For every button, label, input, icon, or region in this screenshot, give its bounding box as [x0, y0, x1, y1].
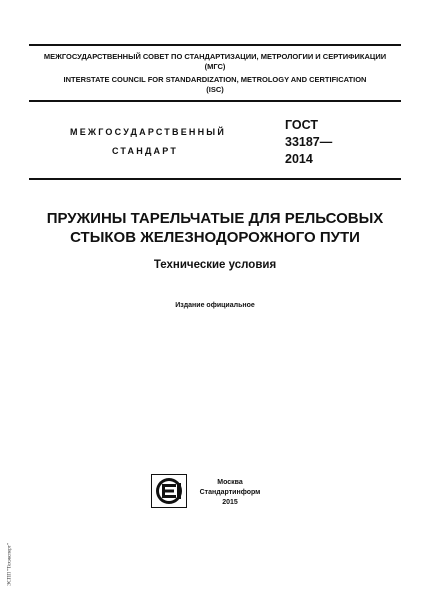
document-subtitle: Технические условия [153, 259, 277, 271]
council-en-line2: (ISC) [206, 85, 224, 94]
gost-line2: 33187— [285, 135, 333, 149]
standard-label-line2: СТАНДАРТ [111, 146, 179, 156]
standartinform-logo-icon [151, 474, 187, 508]
side-stamp: ЭСПП "Техэксперт" [7, 543, 13, 586]
title-line2: СТЫКОВ ЖЕЛЕЗНОДОРОЖНОГО ПУТИ [70, 229, 360, 246]
gost-line1: ГОСТ [285, 118, 318, 132]
edition-label: Издание официальное [175, 302, 255, 309]
gost-number-block [285, 117, 365, 168]
council-ru-line1: МЕЖГОСУДАРСТВЕННЫЙ СОВЕТ ПО СТАНДАРТИЗАЦИИ, МЕТРОЛОГИИ И СЕРТИФИКАЦИИ [43, 52, 387, 61]
publisher-city: Москва [217, 479, 243, 486]
gost-rule [29, 178, 401, 180]
gost-line3: 2014 [285, 152, 313, 166]
council-ru-line2: (МГС) [204, 62, 226, 71]
council-en-line1: INTERSTATE COUNCIL FOR STANDARDIZATION, METROLOGY AND CERTIFICATION [63, 75, 367, 84]
publisher-year: 2015 [222, 499, 238, 506]
top-rule [29, 44, 401, 46]
title-line1: ПРУЖИНЫ ТАРЕЛЬЧАТЫЕ ДЛЯ РЕЛЬСОВЫХ [46, 210, 384, 227]
header-rule [29, 100, 401, 102]
standard-label-line1: МЕЖГОСУДАРСТВЕННЫЙ [70, 127, 226, 137]
publisher-name: Стандартинформ [199, 489, 261, 496]
